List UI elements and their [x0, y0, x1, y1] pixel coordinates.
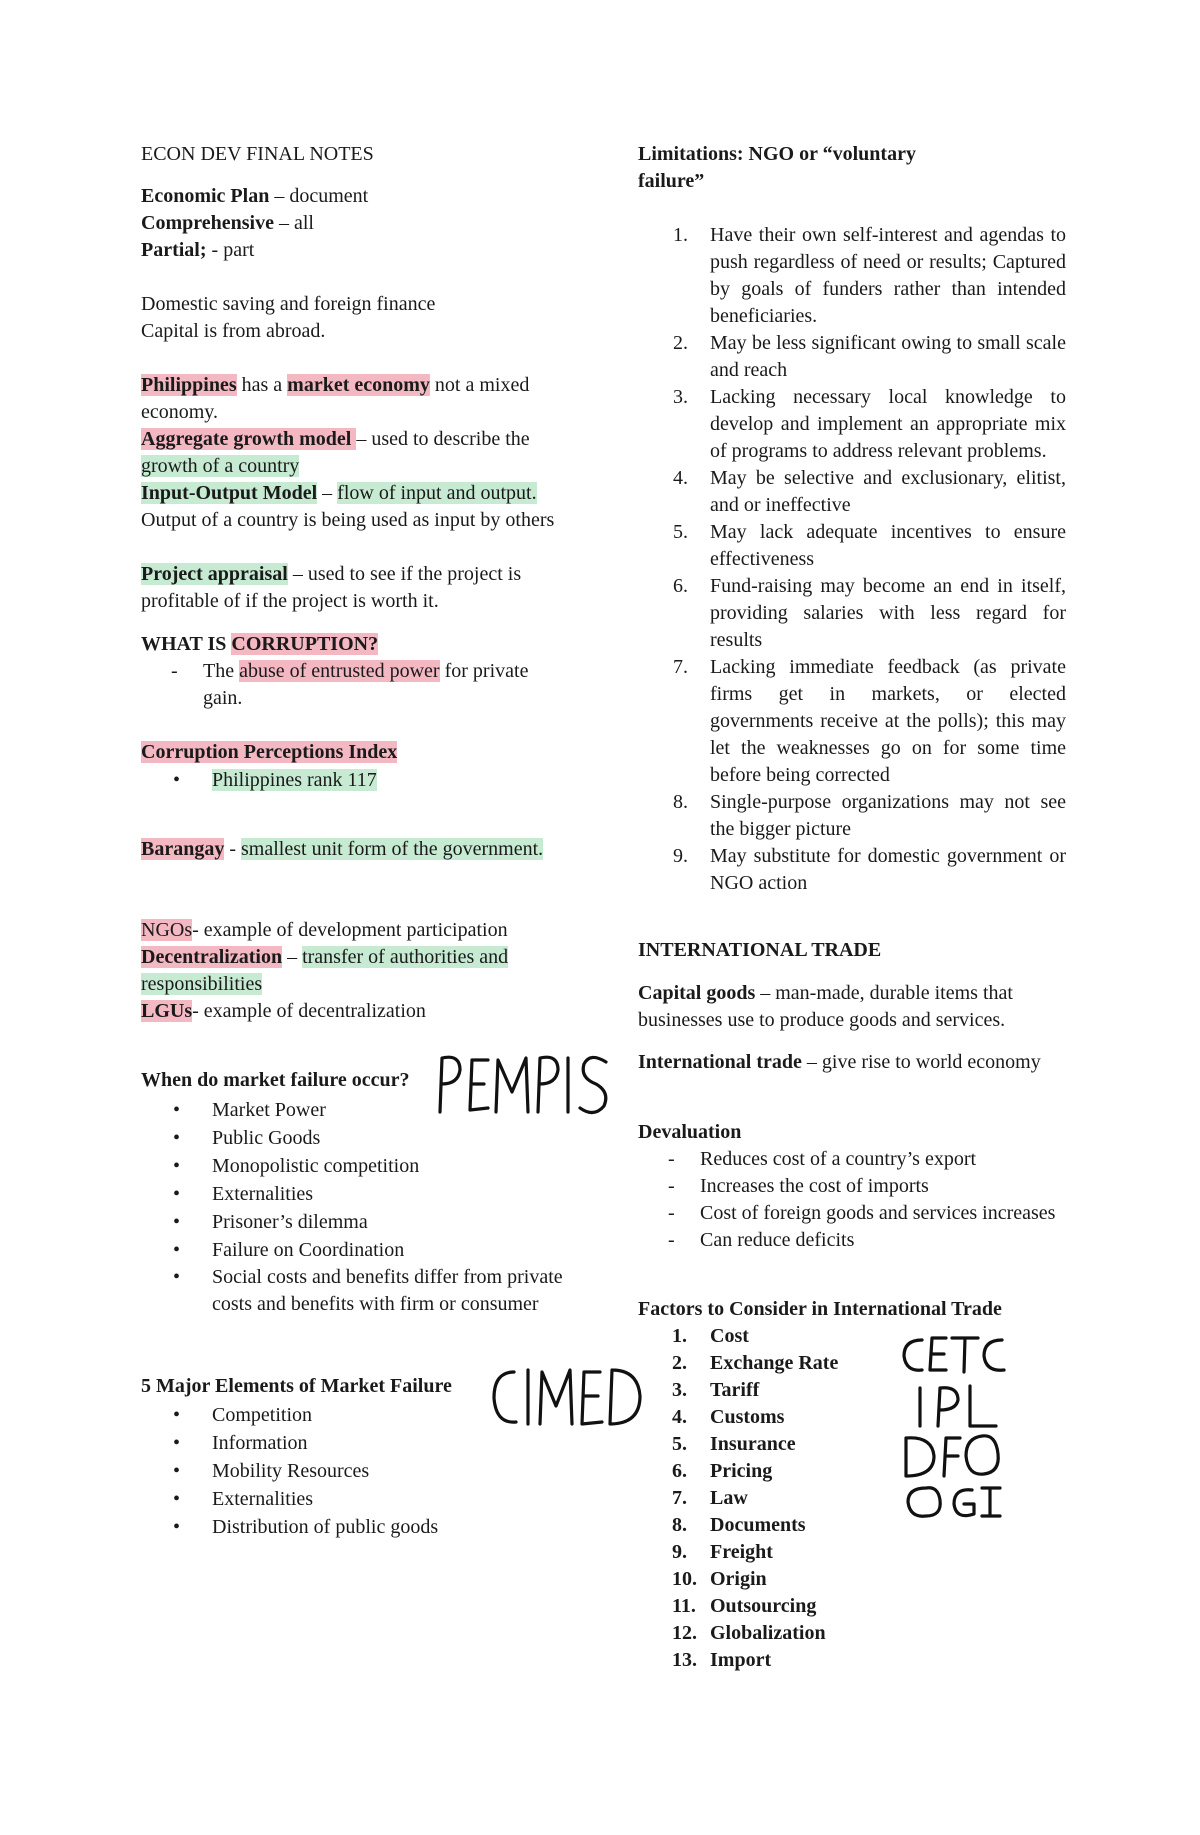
plan-definitions [141, 183, 571, 264]
item-number: 1. [672, 1325, 687, 1347]
list-item [638, 654, 1066, 789]
item-text: Globalization [710, 1622, 826, 1644]
hl-term: Corruption Perceptions Index [141, 741, 398, 763]
ngo-note [141, 917, 571, 1025]
aggregate-growth-note [141, 426, 571, 480]
item-text: Freight [710, 1541, 773, 1563]
item-text: Have their own self-interest and agendas to push regardless of need or results; Captured by goals of funders rather than intended beneficiaries. [710, 224, 1066, 327]
hl-term: Input-Output Model [141, 482, 318, 504]
text: for private gain. [203, 660, 529, 709]
item-text: Insurance [710, 1433, 796, 1455]
item-text: Pricing [710, 1460, 773, 1482]
corruption-list [141, 658, 571, 712]
handwriting-cetc [900, 1330, 1030, 1520]
item-text: Origin [710, 1568, 767, 1590]
text: – give rise to world economy [801, 1051, 1041, 1073]
list-item [141, 767, 571, 794]
item-number: 9. [672, 1541, 687, 1563]
item-number: 3. [672, 1379, 687, 1401]
item-text: Customs [710, 1406, 785, 1428]
list-item: • Failure on Coordination [141, 1236, 571, 1264]
list-item: - Reduces cost of a country’s export [638, 1146, 1066, 1173]
list-item: • Public Goods [141, 1124, 571, 1152]
list-item: • Distribution of public goods [141, 1513, 571, 1541]
item-text: Import [710, 1649, 772, 1671]
item-number: 12. [672, 1622, 697, 1644]
list-item [638, 330, 1066, 384]
hl-term: NGOs [141, 919, 193, 941]
list-item [638, 519, 1066, 573]
five-elements-heading: 5 Major Elements of Market Failure [141, 1375, 452, 1397]
market-failure-heading: When do market failure occur? [141, 1069, 410, 1091]
cpi-heading [141, 739, 571, 766]
item-number: 6. [673, 575, 688, 597]
list-item: • Externalities [141, 1485, 571, 1513]
item-text: Outsourcing [710, 1595, 817, 1617]
hl-term: CORRUPTION? [231, 633, 379, 655]
text: – [317, 482, 338, 504]
note-line: Capital is from abroad. [141, 320, 326, 342]
hl-term: LGUs [141, 1000, 193, 1022]
doc-title: ECON DEV FINAL NOTES [141, 143, 374, 165]
hl-term: Philippines [141, 374, 237, 396]
item-number: 4. [673, 467, 688, 489]
devaluation-list [638, 1146, 1066, 1254]
barangay-note [141, 836, 571, 863]
item-text: Single-purpose organizations may not see the bigger picture [710, 791, 1066, 840]
item-text: Law [710, 1487, 748, 1509]
hl-text: growth of a country [141, 455, 300, 477]
text: – man-made, durable items that businesses use to produce goods and services. [638, 982, 1013, 1031]
project-appraisal-note [141, 561, 571, 615]
item-number: 4. [672, 1406, 687, 1428]
note-line: Domestic saving and foreign finance [141, 293, 436, 315]
input-output-note [141, 480, 571, 534]
text: – used to describe the [356, 428, 530, 450]
hl-term: Decentralization [141, 946, 283, 968]
text: - example of development participation [192, 919, 508, 941]
text: – used to see if the project is profitable of if the project is worth it. [141, 563, 522, 612]
def: – all [273, 212, 314, 234]
item-number: 7. [673, 656, 688, 678]
handwriting-pempis [434, 1050, 614, 1120]
item-number: 10. [672, 1568, 697, 1590]
hl-text: transfer of authorities and responsibilities [141, 946, 509, 995]
text: - example of decentralization [192, 1000, 426, 1022]
list-item [638, 222, 1066, 330]
item-text: May lack adequate incentives to ensure effectiveness [710, 521, 1066, 570]
item-number: 11. [672, 1595, 696, 1617]
item-text: Lacking immediate feedback (as private firms get in markets, or elected governments receive at the polls); this may let the weaknesses go on for some time before being corrected [710, 656, 1066, 786]
term: Partial; [141, 239, 207, 261]
limitations-heading: Limitations: NGO or “voluntary failure” [638, 143, 916, 192]
hl-text: flow of input and output. [337, 482, 537, 504]
hl-term: Barangay [141, 838, 225, 860]
item-number: 2. [672, 1352, 687, 1374]
list-item: • Information [141, 1429, 571, 1457]
term: Economic Plan [141, 185, 270, 207]
list-item [638, 1620, 1066, 1647]
list-item: - Can reduce deficits [638, 1227, 1066, 1254]
text: has a [236, 374, 288, 396]
list-item [638, 789, 1066, 843]
text: The [203, 660, 240, 682]
item-text: Tariff [710, 1379, 760, 1401]
market-failure-list [141, 1096, 571, 1318]
item-text: May be selective and exclusionary, elitist, and or ineffective [710, 467, 1066, 516]
devaluation-heading: Devaluation [638, 1121, 742, 1143]
list-item: - Increases the cost of imports [638, 1173, 1066, 1200]
hl-term: market economy [287, 374, 430, 396]
list-item: • Social costs and benefits differ from private costs and benefits with firm or consumer [141, 1264, 571, 1318]
text: – [282, 946, 303, 968]
list-item: • Prisoner’s dilemma [141, 1208, 571, 1236]
list-item [638, 843, 1066, 897]
cpi-list [141, 767, 571, 794]
def: - part [206, 239, 255, 261]
text: Output of a country is being used as input by others [141, 509, 555, 531]
item-text: Exchange Rate [710, 1352, 839, 1374]
list-item [638, 1593, 1066, 1620]
item-number: 5. [673, 521, 688, 543]
item-text: Lacking necessary local knowledge to develop and implement an appropriate mix of programs to address relevant problems. [710, 386, 1066, 462]
finance-notes [141, 291, 571, 345]
capital-goods-note [638, 980, 1066, 1034]
def: – document [269, 185, 369, 207]
item-number: 5. [672, 1433, 687, 1455]
list-item: - Cost of foreign goods and services increases [638, 1200, 1066, 1227]
list-item: • Market Power [141, 1096, 571, 1124]
list-item [141, 658, 571, 712]
item-text: Documents [710, 1514, 806, 1536]
handwriting-cimed [488, 1362, 648, 1432]
list-item [638, 465, 1066, 519]
term: Capital goods [638, 982, 756, 1004]
ph-economy-note [141, 372, 571, 426]
list-item [638, 384, 1066, 465]
hl-text: abuse of entrusted power [239, 660, 440, 682]
term: Comprehensive [141, 212, 274, 234]
intl-trade-heading: INTERNATIONAL TRADE [638, 939, 882, 961]
term: International trade [638, 1051, 802, 1073]
factors-heading: Factors to Consider in International Trade [638, 1298, 1002, 1320]
list-item: • Monopolistic competition [141, 1152, 571, 1180]
item-number: 8. [672, 1514, 687, 1536]
item-number: 7. [672, 1487, 687, 1509]
item-text: May be less significant owing to small scale and reach [710, 332, 1066, 381]
limitations-list [638, 222, 1066, 897]
item-text: Fund-raising may become an end in itself, providing salaries with less regard for results [710, 575, 1066, 651]
list-item: • Mobility Resources [141, 1457, 571, 1485]
item-number: 9. [673, 845, 688, 867]
hl-term: Project appraisal [141, 563, 288, 585]
list-item [638, 1566, 1066, 1593]
item-number: 1. [673, 224, 688, 246]
item-number: 3. [673, 386, 688, 408]
item-number: 2. [673, 332, 688, 354]
list-item [638, 1647, 1066, 1674]
list-item [638, 1539, 1066, 1566]
intl-trade-note [638, 1049, 1066, 1076]
list-item: • Externalities [141, 1180, 571, 1208]
hl-text: Philippines rank 117 [212, 769, 377, 791]
item-text: May substitute for domestic government or NGO action [710, 845, 1066, 894]
text: - [224, 838, 242, 860]
hl-term: Aggregate growth model [141, 428, 357, 450]
corruption-heading [141, 631, 571, 658]
text: WHAT IS [141, 633, 232, 655]
item-text: Cost [710, 1325, 749, 1347]
text: not a mixed economy. [141, 374, 530, 423]
list-item: • Competition [141, 1401, 571, 1429]
item-number: 6. [672, 1460, 687, 1482]
item-number: 13. [672, 1649, 697, 1671]
item-number: 8. [673, 791, 688, 813]
list-item [638, 573, 1066, 654]
hl-text: smallest unit form of the government. [241, 838, 544, 860]
